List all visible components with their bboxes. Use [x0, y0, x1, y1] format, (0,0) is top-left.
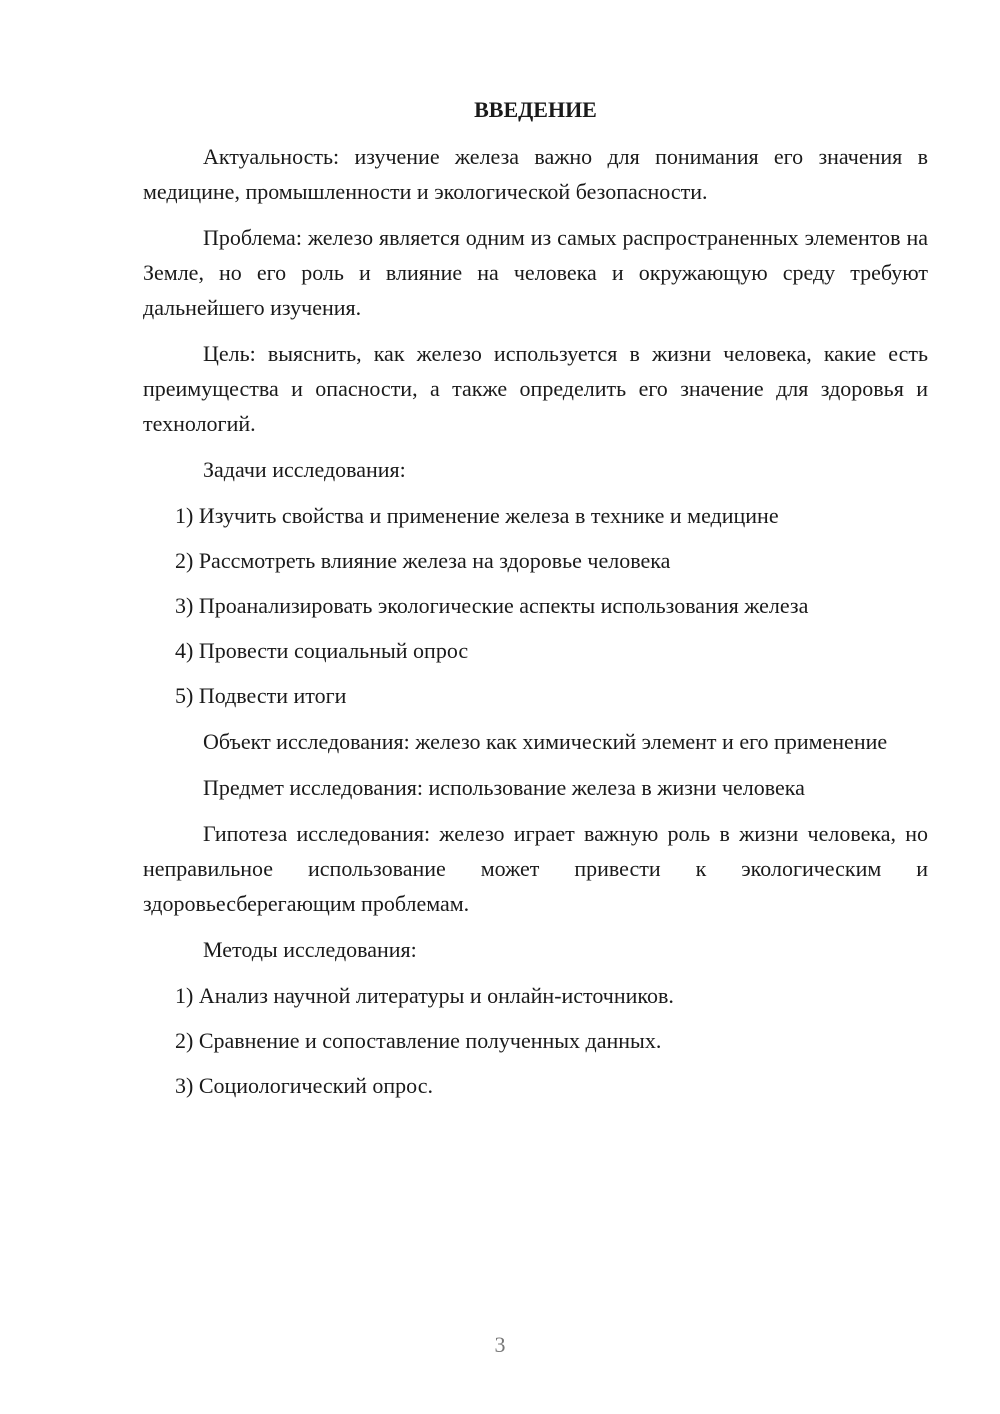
section-title: ВВЕДЕНИЕ — [474, 97, 597, 122]
methods-heading: Методы исследования: — [203, 937, 417, 962]
list-item: 5) Подвести итоги — [175, 683, 347, 708]
tasks-list — [143, 498, 928, 713]
list-item: 1) Изучить свойства и применение железа в технике и медицине — [175, 503, 779, 528]
list-item: 2) Сравнение и сопоставление полученных данных. — [175, 1028, 662, 1053]
paragraph-relevance: Актуальность: изучение железа важно для понимания его значения в медицине, промышленности и экологической безопасности. — [143, 144, 928, 204]
list-item: 4) Провести социальный опрос — [175, 638, 469, 663]
paragraph-object: Объект исследования: железо как химический элемент и его применение — [203, 729, 888, 754]
list-item: 3) Социологический опрос. — [175, 1073, 433, 1098]
paragraph-subject: Предмет исследования: использование железа в жизни человека — [203, 775, 805, 800]
list-item: 1) Анализ научной литературы и онлайн-источников. — [175, 983, 674, 1008]
page-number: 3 — [494, 1332, 506, 1357]
list-item: 3) Проанализировать экологические аспекты использования железа — [175, 593, 809, 618]
paragraph-goal: Цель: выяснить, как железо используется в жизни человека, какие есть преимущества и опасности, а также определить его значение для здоровья и технологий. — [143, 341, 928, 436]
paragraph-problem: Проблема: железо является одним из самых распространенных элементов на Земле, но его роль и влияние на человека и окружающую среду требуют дальнейшего изучения. — [143, 225, 928, 320]
paragraph-hypothesis: Гипотеза исследования: железо играет важную роль в жизни человека, но неправильное использование может привести к экологическим и здоровьесберегающим проблемам. — [143, 821, 928, 916]
tasks-heading: Задачи исследования: — [203, 457, 406, 482]
methods-list — [143, 978, 928, 1103]
list-item: 2) Рассмотреть влияние железа на здоровье человека — [175, 548, 671, 573]
page-content — [143, 92, 928, 1114]
